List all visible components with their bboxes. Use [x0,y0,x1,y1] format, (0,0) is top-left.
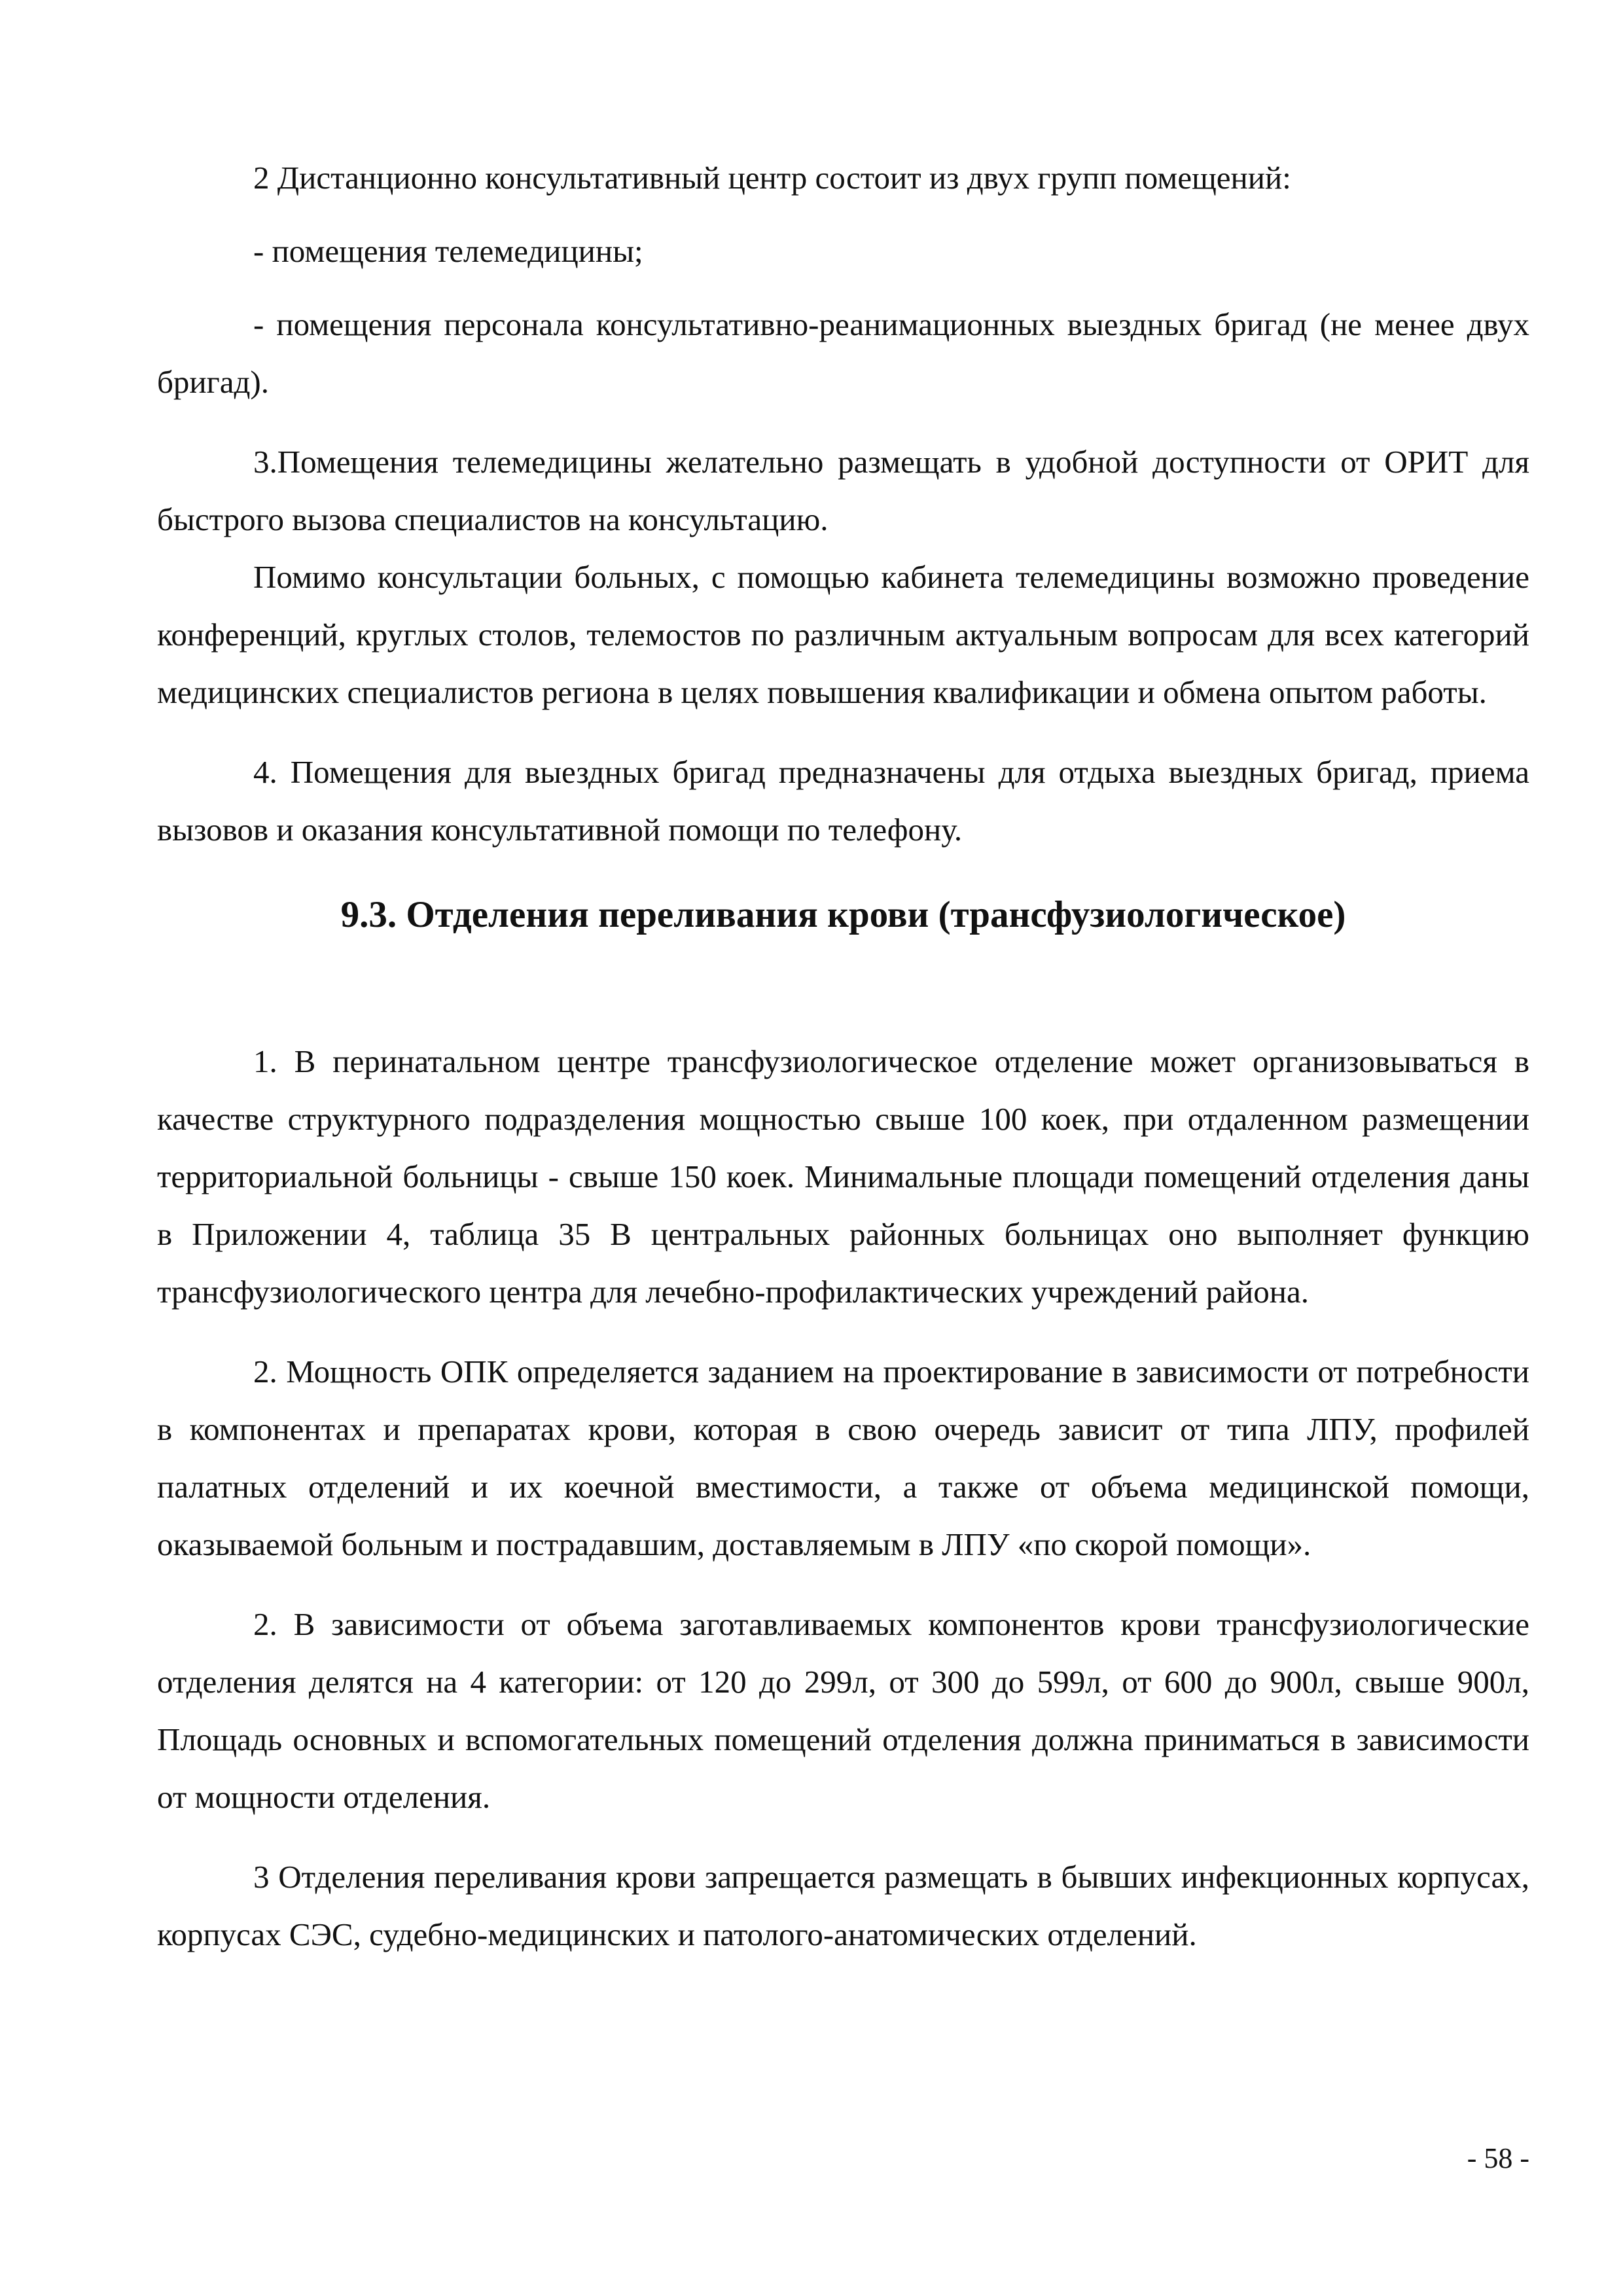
document-page [157,149,1529,1964]
paragraph-section-1: 1. В перинатальном центре трансфузиологическое отделение может организовываться в качестве структурного подразделения мощностью свыше 100 коек, при отдаленном размещении территориальной больницы - свыше 150 коек. Минимальные площади помещений отделения даны в Приложении 4, таблица 35 В центральных районных больницах оно выполняет функцию трансфузиологического центра для лечебно-профилактических учреждений района. [157,1043,1529,1310]
paragraph-section-3: 2. В зависимости от объема заготавливаемых компонентов крови трансфузиологические отделения делятся на 4 категории: от 120 до 299л, от 300 до 599л, от 600 до 900л, свыше 900л, Площадь основных и вспомогательных помещений отделения должна приниматься в зависимости от мощности отделения. [157,1606,1529,1815]
list-item-telemedicine-rooms: - помещения телемедицины; [253,233,643,269]
list-item-brigade-staff-rooms: - помещения персонала консультативно-реанимационных выездных бригад (не менее двух бригад). [157,306,1529,400]
paragraph-centre-structure: 2 Дистанционно консультативный центр состоит из двух групп помещений: [253,160,1291,196]
paragraph-section-4: 3 Отделения переливания крови запрещается размещать в бывших инфекционных корпусах, корпусах СЭС, судебно-медицинских и патолого-анатомических отделений. [157,1859,1529,1952]
paragraph-section-2: 2. Мощность ОПК определяется заданием на проектирование в зависимости от потребности в компонентах и препаратах крови, которая в свою очередь зависит от типа ЛПУ, профилей палатных отделений и их коечной вместимости, а также от объема медицинской помощи, оказываемой больным и пострадавшим, доставляемым в ЛПУ «по скорой помощи». [157,1354,1529,1562]
paragraph-telemedicine-uses: Помимо консультации больных, с помощью кабинета телемедицины возможно проведение конференций, круглых столов, телемостов по различным актуальным вопросам для всех категорий медицинских специалистов региона в целях повышения квалификации и обмена опытом работы. [157,559,1529,710]
paragraph-telemedicine-placement: 3.Помещения телемедицины желательно размещать в удобной доступности от ОРИТ для быстрого вызова специалистов на консультацию. [157,444,1529,537]
section-heading: 9.3. Отделения переливания крови (трансфузиологическое) [340,894,1346,935]
page-number: - 58 - [1467,2142,1529,2174]
paragraph-brigade-rooms: 4. Помещения для выездных бригад предназначены для отдыха выездных бригад, приема вызовов и оказания консультативной помощи по телефону. [157,754,1529,848]
